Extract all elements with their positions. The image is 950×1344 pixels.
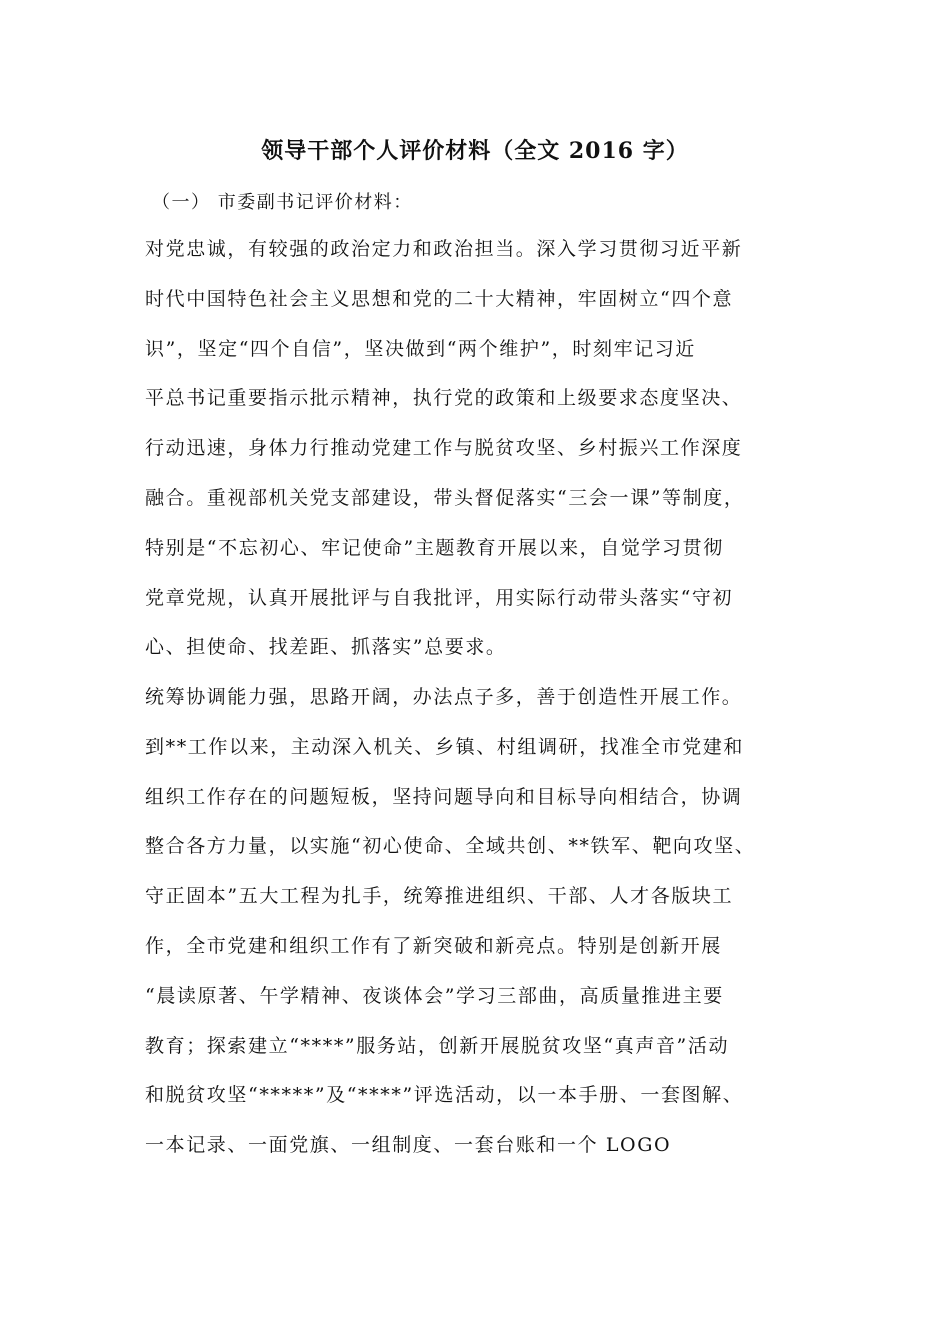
text-line: 对党忠诚，有较强的政治定力和政治担当。深入学习贯彻习近平新	[145, 238, 743, 260]
text-line: 教育；探索建立“****”服务站，创新开展脱贫攻坚“真声音”活动	[145, 1034, 730, 1057]
text-line: 守正固本”五大工程为扎手，统筹推进组织、干部、人才各版块工	[145, 885, 734, 908]
text-line: 组织工作存在的问题短板，坚持问题导向和目标导向相结合，协调	[145, 785, 743, 808]
text-line: 心、担使命、找差距、抓落实”总要求。	[145, 636, 507, 659]
text-line: “晨读原著、午学精神、夜谈体会”学习三部曲，高质量推进主要	[145, 984, 724, 1007]
paragraph-coordination-ability	[145, 673, 825, 1171]
document-title: 领导干部个人评价材料（全文 2016 字）	[261, 138, 689, 164]
text-line: 党章党规，认真开展批评与自我批评，用实际行动带头落实“守初	[145, 586, 734, 609]
text-line: 特别是“不忘初心、牢记使命”主题教育开展以来，自觉学习贯彻	[145, 536, 724, 559]
text-line: 作，全市党建和组织工作有了新突破和新亮点。特别是创新开展	[145, 934, 722, 957]
section-heading: （一） 市委副书记评价材料：	[152, 192, 413, 213]
text-line: 统筹协调能力强，思路开阔，办法点子多，善于创造性开展工作。	[145, 686, 743, 708]
text-line: 和脱贫攻坚“*****”及“****”评选活动，以一本手册、一套图解、	[145, 1084, 744, 1107]
text-line: 到**工作以来，主动深入机关、乡镇、村组调研，找准全市党建和	[145, 735, 745, 758]
text-line: 一本记录、一面党旗、一组制度、一套台账和一个 LOGO	[145, 1134, 672, 1157]
paragraph-political-loyalty	[145, 225, 825, 673]
text-line: 识”，坚定“四个自信”，坚决做到“两个维护”，时刻牢记习近	[145, 337, 696, 360]
text-line: 融合。重视部机关党支部建设，带头督促落实“三会一课”等制度，	[145, 486, 745, 509]
text-line: 平总书记重要指示批示精神，执行党的政策和上级要求态度坚决、	[145, 387, 743, 410]
text-line: 时代中国特色社会主义思想和党的二十大精神，牢固树立“四个意	[145, 287, 734, 310]
text-line: 整合各方力量，以实施“初心使命、全域共创、**铁军、靶向攻坚、	[145, 835, 756, 858]
text-line: 行动迅速，身体力行推动党建工作与脱贫攻坚、乡村振兴工作深度	[145, 437, 743, 460]
